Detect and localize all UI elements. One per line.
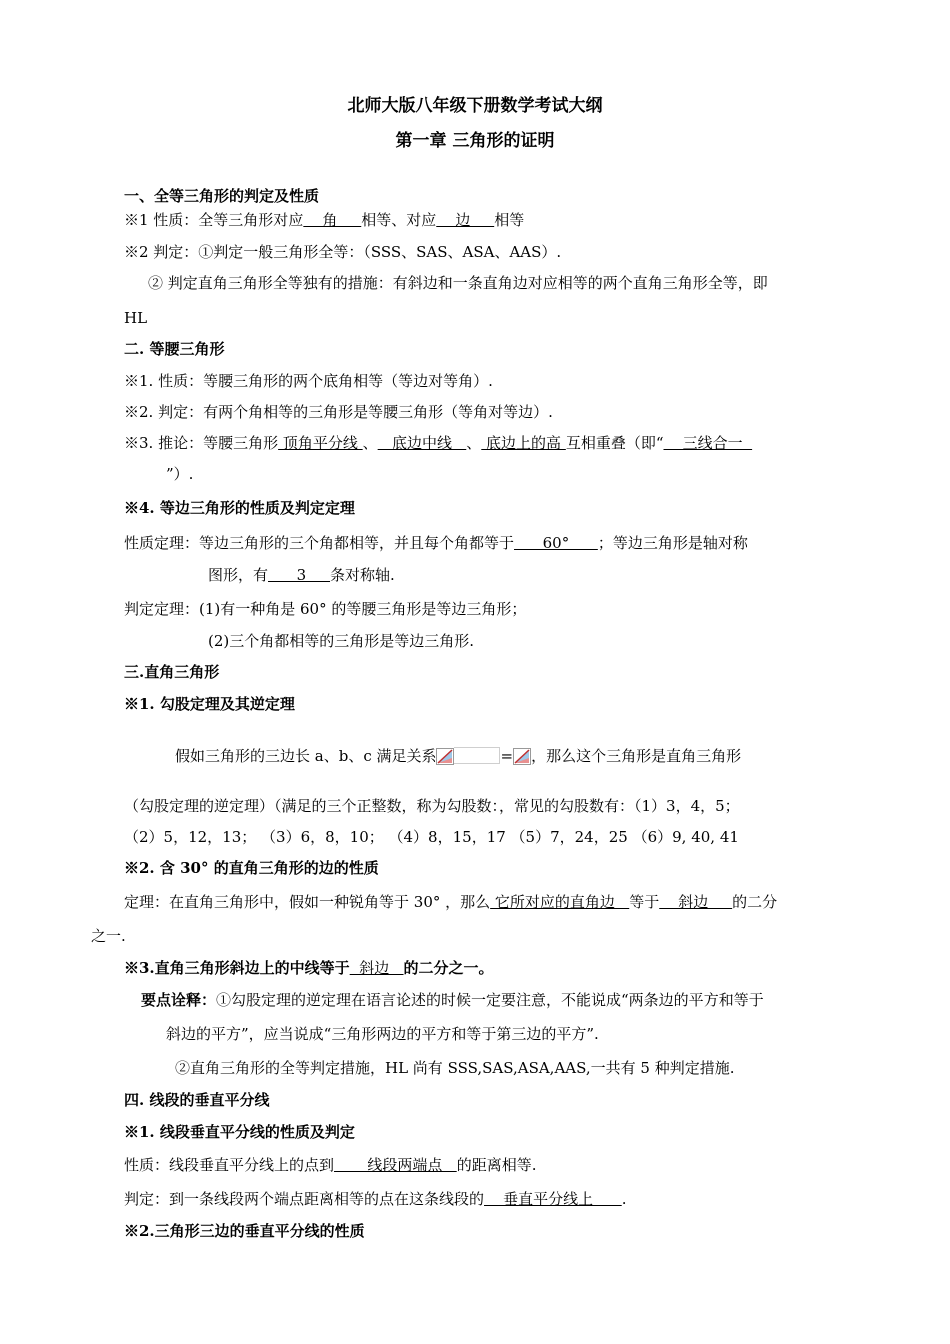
s3-key-note-1 (141, 990, 764, 1010)
key-note-label: 要点诠释： (141, 991, 217, 1009)
answer-blank: 底边上的高 (481, 434, 566, 452)
text: ；等边三角形是轴对称 (597, 534, 748, 552)
answer-blank: 60° (514, 534, 598, 552)
text: ※3. 推论：等腰三角形 (124, 434, 279, 452)
s4-triangle-bisector-heading: ※2.三角形三边的垂直平分线的性质 (124, 1222, 365, 1240)
s4-bisector-heading: ※1. 线段垂直平分线的性质及判定 (124, 1123, 355, 1141)
text: 性质定理：等边三角形的三个角都相等，并且每个角都等于 (124, 534, 515, 552)
answer-blank: 角 (303, 211, 362, 229)
s2-judgement-theorem-1: 判定定理：(1)有一种角是 60° 的等腰三角形是等边三角形； (124, 600, 527, 618)
text: 相等 (494, 211, 525, 229)
formula-box (454, 747, 500, 764)
answer-blank: 它所对应的直角边 (490, 893, 630, 911)
s2-corollary-end: ”）. (166, 465, 194, 483)
answer-blank: 三线合一 (663, 434, 753, 452)
text: . (621, 1190, 627, 1208)
s3-30deg-theorem (124, 892, 777, 912)
s3-pythagorean-triples-2: （2）5，12，13； （3）6，8，10； （4）8，15，17 （5）7，24，25 （6）9, 40, 41 (124, 828, 739, 846)
text: ※3.直角三角形斜边上的中线等于 (124, 959, 350, 977)
s3-key-note-2: 斜边的平方”，应当说成“三角形两边的平方和等于第三边的平方”. (166, 1025, 599, 1043)
s1-hl-line: ② 判定直角三角形全等独有的措施：有斜边和一条直角边对应相等的两个直角三角形全等，即 (148, 274, 768, 292)
text: 等于 (629, 893, 660, 911)
s2-property-theorem-cont (208, 565, 395, 585)
answer-blank: 斜边 (349, 959, 404, 977)
section-2-heading: 二. 等腰三角形 (124, 340, 225, 358)
text: 假如三角形的三边长 a、b、c 满足关系 (175, 747, 437, 765)
answer-blank: 斜边 (659, 893, 733, 911)
s1-property-line (124, 210, 524, 230)
text: ，那么这个三角形是直角三角形 (531, 747, 742, 765)
text: 的距离相等. (456, 1156, 537, 1174)
answer-blank: 3 (268, 566, 331, 584)
s2-corollary-line (124, 433, 752, 453)
text: 的二分之一。 (403, 959, 494, 977)
chapter-title: 第一章 三角形的证明 (395, 131, 555, 151)
text: 图形，有 (208, 566, 269, 584)
text: 定理：在直角三角形中，假如一种锐角等于 30° ，那么 (124, 893, 491, 911)
text: 条对称轴. (330, 566, 395, 584)
text: 相等、对应 (361, 211, 437, 229)
text: 互相重叠（即“ (565, 434, 664, 452)
s4-property-line (124, 1155, 536, 1175)
text: 、 (466, 434, 482, 452)
s3-median-heading (124, 958, 494, 978)
document-title: 北师大版八年级下册数学考试大纲 (347, 96, 603, 116)
text: ※1 性质：全等三角形对应 (124, 211, 304, 229)
section-1-heading: 一、全等三角形的判定及性质 (124, 187, 320, 205)
s3-key-note-3: ②直角三角形的全等判定措施，HL 尚有 SSS,SAS,ASA,AAS,一共有 5 种判定措施. (175, 1059, 735, 1077)
section-4-heading: 四. 线段的垂直平分线 (124, 1091, 270, 1109)
answer-blank: 边 (436, 211, 495, 229)
s1-judgement-line: ※2 判定：①判定一般三角形全等：（SSS、SAS、ASA、AAS）. (124, 243, 562, 261)
s3-pythagorean-triples-1: （勾股定理的逆定理）（满足的三个正整数，称为勾股数：，常见的勾股数有：（1）3，4，5； (124, 797, 740, 815)
s4-judgement-line (124, 1189, 626, 1209)
formula-image-icon (436, 748, 454, 765)
s2-equilateral-heading: ※4. 等边三角形的性质及判定定理 (124, 499, 355, 517)
text: 、 (362, 434, 378, 452)
section-3-heading: 三.直角三角形 (124, 663, 220, 681)
answer-blank: 底边中线 (377, 434, 467, 452)
answer-blank: 线段两端点 (334, 1156, 457, 1174)
answer-blank: 顶角平分线 (278, 434, 363, 452)
s1-hl-label: HL (124, 309, 148, 327)
s3-30deg-theorem-end: 之一. (91, 927, 126, 945)
s3-pythagorean-converse (175, 746, 741, 766)
formula-image-icon (513, 748, 531, 765)
text: 性质：线段垂直平分线上的点到 (124, 1156, 335, 1174)
s2-judgement-line: ※2. 判定：有两个角相等的三角形是等腰三角形（等角对等边）. (124, 403, 553, 421)
s2-property-line: ※1. 性质：等腰三角形的两个底角相等（等边对等角）. (124, 372, 493, 390)
text: ①勾股定理的逆定理在语言论述的时候一定要注意，不能说成“两条边的平方和等于 (216, 991, 764, 1009)
text: 的二分 (732, 893, 778, 911)
s3-30deg-heading: ※2. 含 30° 的直角三角形的边的性质 (124, 859, 379, 877)
text: 判定：到一条线段两个端点距离相等的点在这条线段的 (124, 1190, 485, 1208)
s3-pythagorean-heading: ※1. 勾股定理及其逆定理 (124, 695, 295, 713)
text: = (500, 747, 514, 765)
s2-judgement-theorem-2: (2)三个角都相等的三角形是等边三角形. (208, 632, 475, 650)
answer-blank: 垂直平分线上 (484, 1190, 622, 1208)
s2-property-theorem (124, 533, 748, 553)
